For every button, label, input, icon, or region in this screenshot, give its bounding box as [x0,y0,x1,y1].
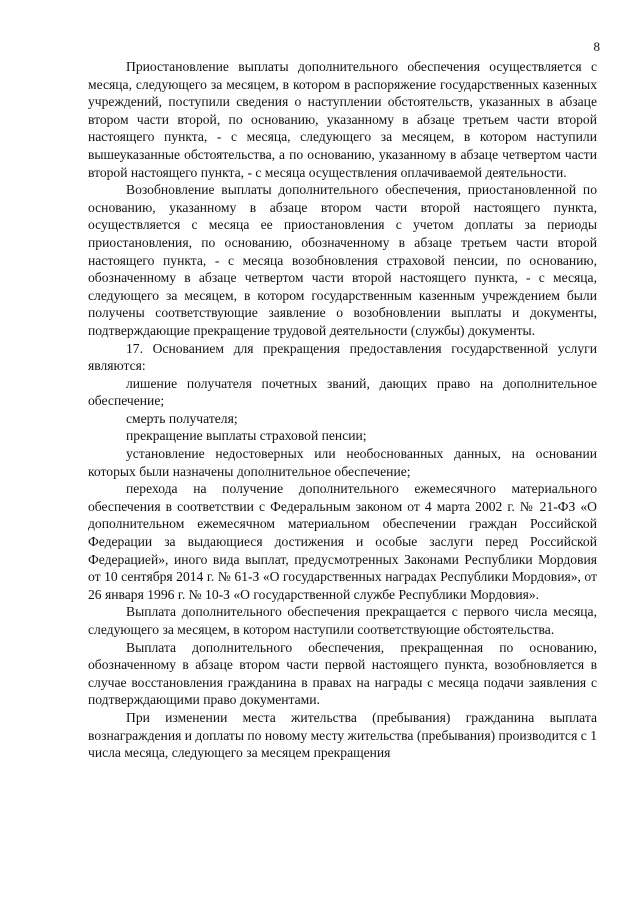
paragraph-resumption: Возобновление выплаты дополнительного обеспечения, приостановленной по основанию, указанному в абзаце втором части второй настоящего пункта, осуществляется с месяца ее приостановления с учетом доплаты за периоды приостановления, по основанию, обозначенному в абзаце третьем части второй настоящего пункта, - с месяца возобновления страховой пенсии, по основанию, обозначенному в абзаце четвертом части второй настоящего пункта, - с месяца, следующего за месяцем, в котором государственным казенным учреждением были получены соответствующие заявление о возобновлении выплаты и документы, подтверждающие прекращение трудовой деятельности (службы) документы. [88,182,597,338]
paragraph-termination-renewal: Выплата дополнительного обеспечения, прекращенная по основанию, обозначенному в абзаце втором части первой настоящего пункта, возобновляется в случае восстановления гражданина в правах на награды с месяца подачи заявления с подтверждающими право документами. [88,639,597,708]
paragraph-ground-other-payment: перехода на получение дополнительного ежемесячного материального обеспечения в соответствии с Федеральным законом от 4 марта 2002 г. № 21-ФЗ «О дополнительном ежемесячном материальном обеспечении граждан Российской Федерации за выдающиеся достижения и особые заслуги перед Российской Федерацией», иного вида выплат, предусмотренных Законами Республики Мордовия от 10 сентября 2014 г. № 61-З «О государственных наградах Республики Мордовия», от 26 января 1996 г. № 10-З «О государственной службе Республики Мордовия». [88,481,597,602]
paragraph-ground-false-data: установление недостоверных или необоснованных данных, на основании которых были назначены дополнительное обеспечение; [88,446,597,479]
paragraph-residence-change: При изменении места жительства (пребывания) гражданина выплата вознаграждения и доплаты по новому месту жительства (пребывания) производится с 1 числа месяца, следующего за месяцем прекращения [88,709,597,761]
paragraph-termination-date: Выплата дополнительного обеспечения прекращается с первого числа месяца, следующего за месяцем, в котором наступили соответствующие обстоятельства. [88,604,597,637]
paragraph-ground-pension-stopped: прекращение выплаты страховой пенсии; [126,428,367,444]
paragraph-item-17-heading: 17. Основанием для прекращения предоставления государственной услуги являются: [88,340,597,374]
paragraph-ground-titles-revoked: лишение получателя почетных званий, дающих право на дополнительное обеспечение; [88,375,597,409]
document-body [88,58,597,762]
page-number: 8 [593,39,600,54]
paragraph-ground-death: смерть получателя; [126,410,238,426]
paragraph-suspension-start: Приостановление выплаты дополнительного обеспечения осуществляется с месяца, следующего за месяцем, в котором в распоряжение государственных казенных учреждений, поступили сведения о наступлении обстоятельств, указанных в абзаце втором части второй, по основанию, указанному в абзаце третьем части второй настоящего пункта, - с месяца, следующего за месяцем, в котором наступили вышеуказанные обстоятельства, а по основанию, указанному в абзаце четвертом части второй настоящего пункта, - с месяца осуществления оплачиваемой деятельности. [88,59,597,180]
